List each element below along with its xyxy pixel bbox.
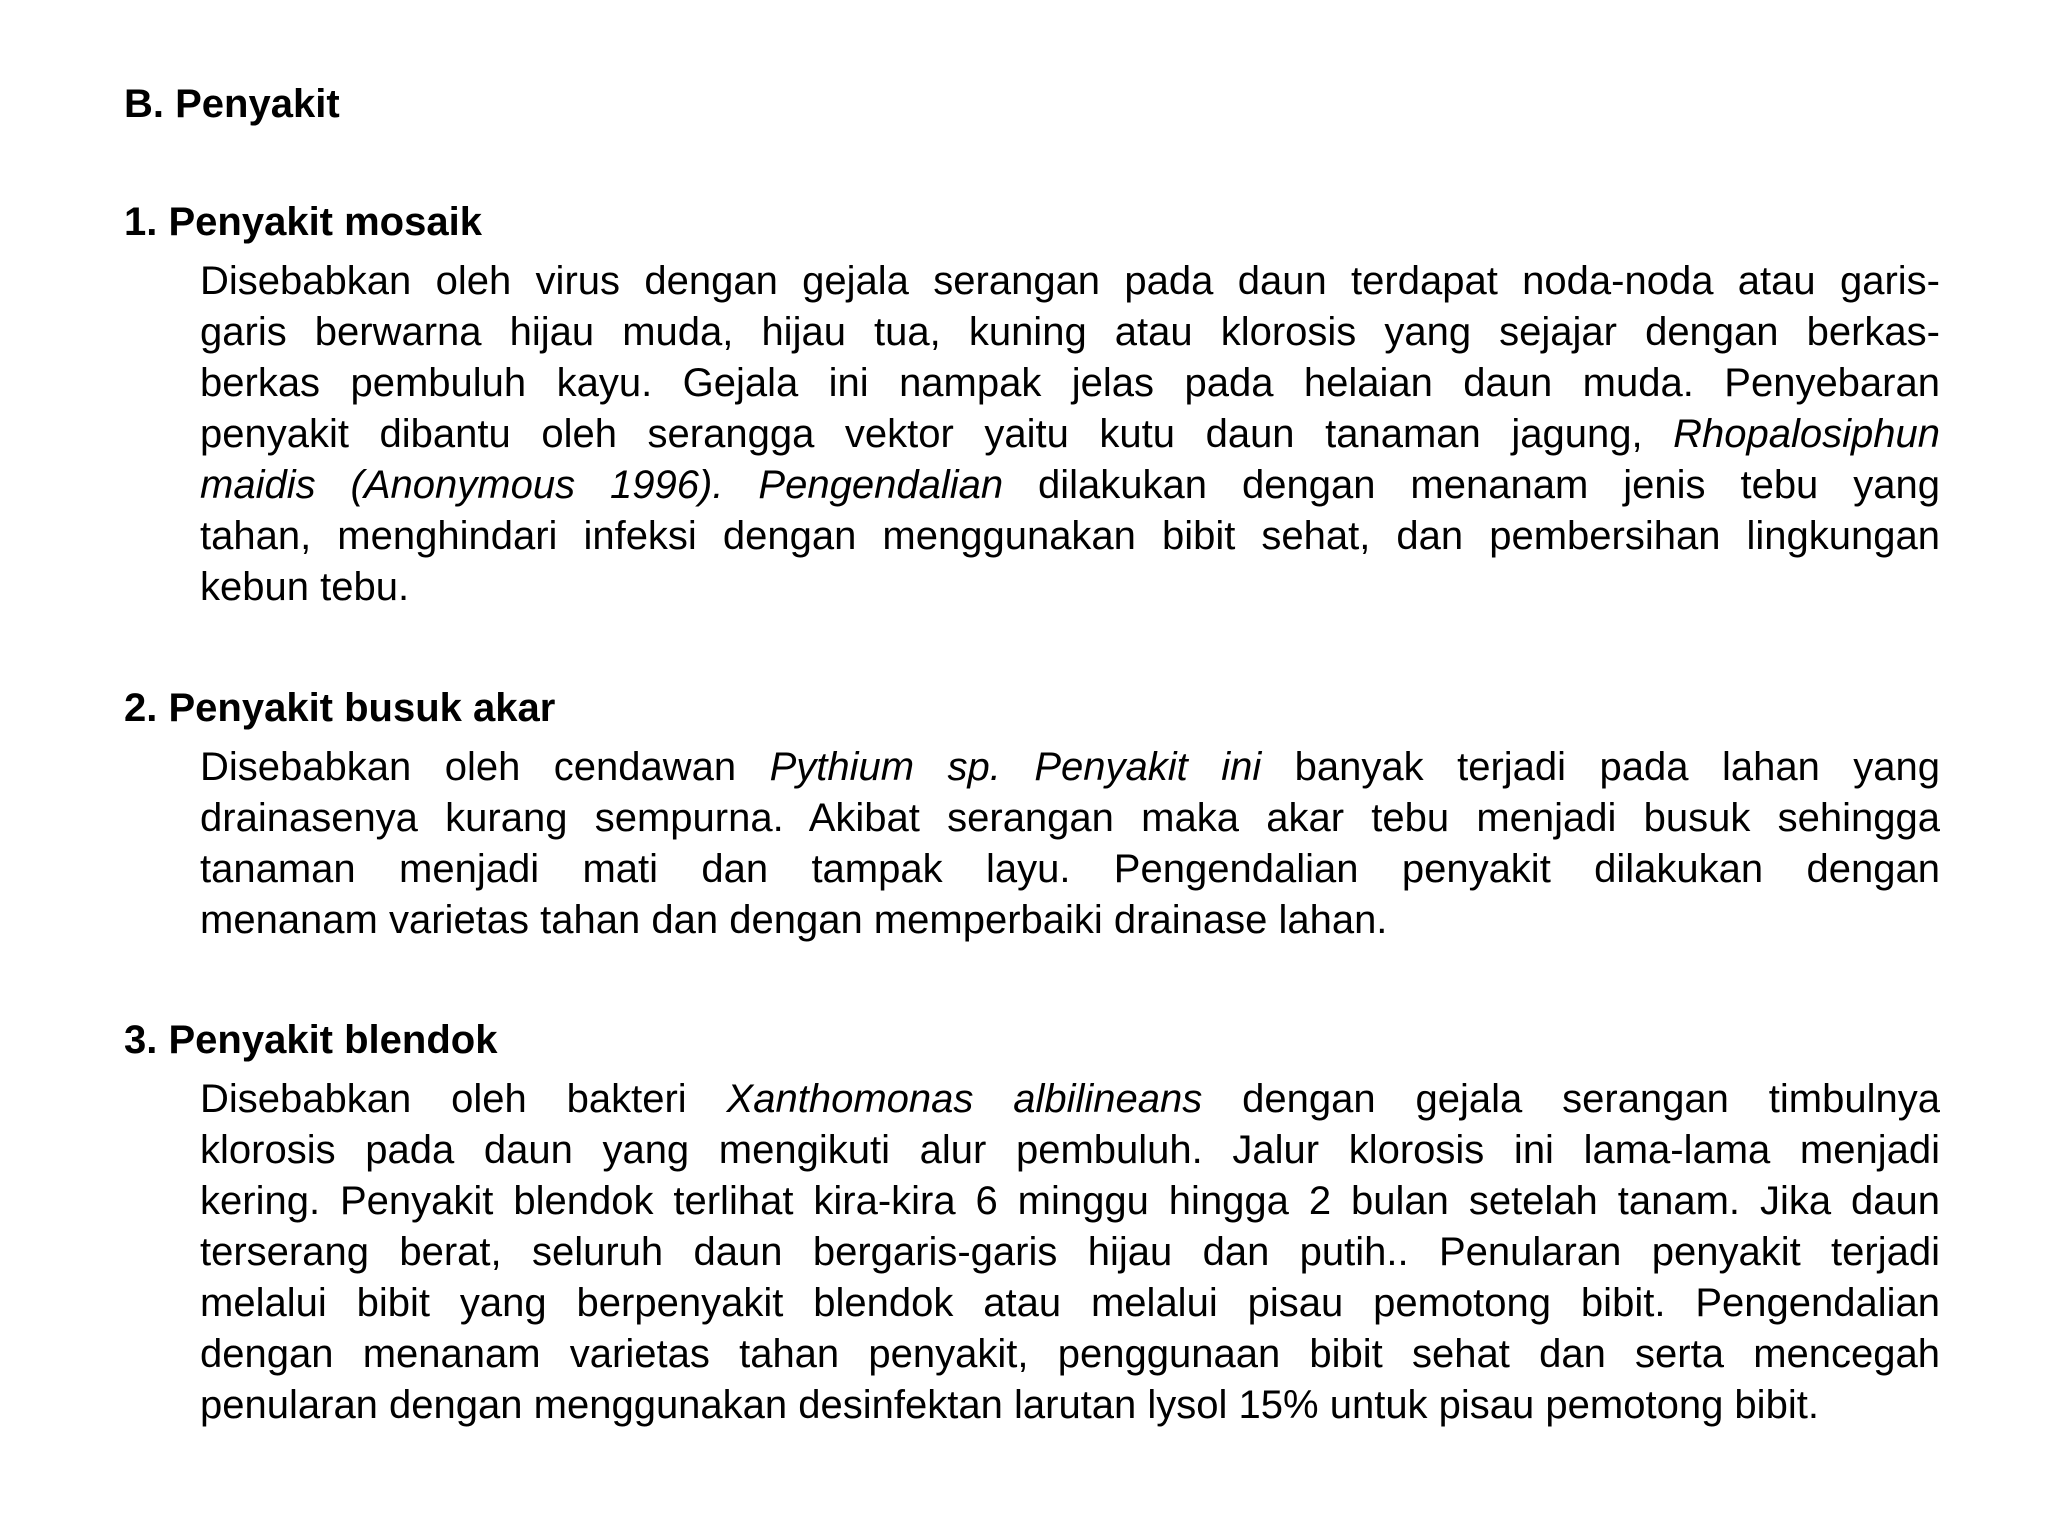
text-run: drainasenya kurang sempurna. Akibat serangan maka akar tebu menjadi busuk sehingga	[200, 796, 1940, 840]
text-run: Disebabkan oleh cendawan	[200, 745, 770, 789]
text-run: dengan menanam varietas tahan penyakit, penggunaan bibit sehat dan serta mencegah	[200, 1332, 1940, 1376]
paragraph-line	[200, 844, 1940, 895]
text-run: Disebabkan oleh virus dengan gejala serangan pada daun terdapat noda-noda atau garis-	[200, 259, 1940, 303]
italic-text: Rhopalosiphun	[1673, 412, 1940, 456]
paragraph-line	[200, 358, 1940, 409]
paragraph-line	[200, 1176, 1940, 1227]
paragraph-line	[200, 1380, 1940, 1431]
paragraph-line	[200, 1278, 1940, 1329]
text-run: terserang berat, seluruh daun bergaris-garis hijau dan putih.. Penularan penyakit terjadi	[200, 1230, 1940, 1274]
paragraph-line	[200, 793, 1940, 844]
text-run: tanaman menjadi mati dan tampak layu. Pengendalian penyakit dilakukan dengan	[200, 847, 1940, 891]
text-run: garis berwarna hijau muda, hijau tua, kuning atau klorosis yang sejajar dengan berkas-	[200, 310, 1940, 354]
paragraph-line	[200, 562, 1940, 613]
text-run: klorosis pada daun yang mengikuti alur pembuluh. Jalur klorosis ini lama-lama menjadi	[200, 1128, 1940, 1172]
text-run: melalui bibit yang berpenyakit blendok atau melalui pisau pemotong bibit. Pengendalian	[200, 1281, 1940, 1325]
item-heading-blendok: 3. Penyakit blendok	[124, 1018, 498, 1062]
text-run: tahan, menghindari infeksi dengan menggunakan bibit sehat, dan pembersihan lingkungan	[200, 514, 1940, 558]
text-run: dilakukan dengan menanam jenis tebu yang	[1003, 463, 1940, 507]
paragraph-line	[200, 256, 1940, 307]
text-run: Disebabkan oleh bakteri	[200, 1077, 727, 1121]
item-body-mosaik	[200, 256, 1940, 613]
item-body-blendok	[200, 1074, 1940, 1431]
item-heading-busuk-akar: 2. Penyakit busuk akar	[124, 686, 556, 730]
text-run: menanam varietas tahan dan dengan memperbaiki drainase lahan.	[200, 898, 1388, 942]
paragraph-line	[200, 307, 1940, 358]
text-run: dengan gejala serangan timbulnya	[1202, 1077, 1940, 1121]
paragraph-line	[200, 895, 1940, 946]
text-run: kering. Penyakit blendok terlihat kira-kira 6 minggu hingga 2 bulan setelah tanam. Jika daun	[200, 1179, 1940, 1223]
italic-text: maidis (Anonymous 1996). Pengendalian	[200, 463, 1004, 507]
paragraph-line	[200, 742, 1940, 793]
text-run: kebun tebu.	[200, 565, 410, 609]
paragraph-line	[200, 511, 1940, 562]
text-run: banyak terjadi pada lahan yang	[1261, 745, 1941, 789]
item-body-busuk-akar	[200, 742, 1940, 946]
paragraph-line	[200, 1227, 1940, 1278]
section-title: B. Penyakit	[124, 82, 340, 126]
italic-text: Pythium sp. Penyakit ini	[769, 745, 1262, 789]
text-run: penyakit dibantu oleh serangga vektor yaitu kutu daun tanaman jagung,	[200, 412, 1674, 456]
paragraph-line	[200, 1329, 1940, 1380]
paragraph-line	[200, 409, 1940, 460]
italic-text: Xanthomonas albilineans	[726, 1077, 1203, 1121]
text-run: penularan dengan menggunakan desinfektan larutan lysol 15% untuk pisau pemotong bibit.	[200, 1383, 1819, 1427]
text-run: berkas pembuluh kayu. Gejala ini nampak jelas pada helaian daun muda. Penyebaran	[200, 361, 1940, 405]
paragraph-line	[200, 460, 1940, 511]
paragraph-line	[200, 1074, 1940, 1125]
item-heading-mosaik: 1. Penyakit mosaik	[124, 200, 482, 244]
paragraph-line	[200, 1125, 1940, 1176]
